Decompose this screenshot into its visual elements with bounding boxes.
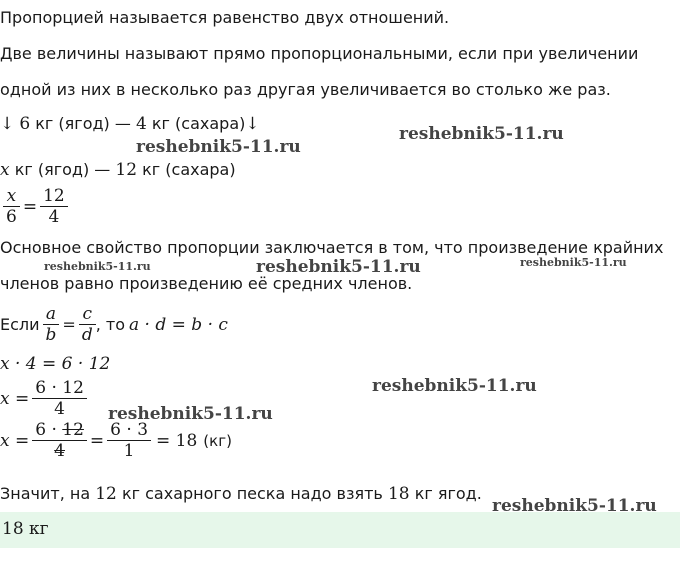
property-text-2: членов равно произведению её средних членов. [0,274,413,293]
lhs: x = [0,388,30,409]
crossed-4: 4 [54,441,65,461]
denominator: 1 [123,441,135,461]
fraction [32,378,87,419]
crossed-12: 12 [62,420,84,440]
answer-text: 18 кг [2,519,49,539]
berries-label: кг (ягод) — [35,114,131,133]
fraction-c-d [79,304,96,345]
equals-sign: = [22,196,38,217]
fraction-left [3,186,20,227]
watermark: reshebnik5-11.ru [108,404,273,424]
watermark: reshebnik5-11.ru [492,496,657,516]
numerator: a [43,304,60,325]
property-formula [0,304,228,345]
watermark: reshebnik5-11.ru [136,137,301,157]
fraction-crossed [32,420,87,461]
equation-solve [0,378,90,419]
relation-row-2 [0,160,236,180]
numerator: 6 · 3 [107,420,151,441]
sugar-value-2: 12 [115,160,138,180]
denominator: 6 [6,207,17,227]
fraction-a-b [43,304,60,345]
direct-proportion-text-1: Две величины называют прямо пропорциональными, если при увеличении [0,44,639,63]
sugar-label: кг (сахара) [151,114,246,133]
watermark: reshebnik5-11.ru [520,256,627,269]
down-arrow-right-icon: ↓ [245,114,260,134]
proportion-equation [0,186,71,227]
numerator: 6 · 12 [32,378,87,399]
direct-proportion-text-2: одной из них в несколько раз другая увеличивается во столько же раз. [0,80,611,99]
numerator: 6 · 12 [32,420,87,441]
result-value: = 18 [156,430,198,451]
sugar-label-2: кг (сахара) [142,160,236,179]
property-product: a · d = b · c [129,314,228,335]
numerator: 12 [40,186,68,207]
equation-result [0,420,232,461]
unknown-x: x [0,160,10,180]
watermark: reshebnik5-11.ru [372,376,537,396]
equals-sign: = [89,430,105,451]
watermark: reshebnik5-11.ru [399,124,564,144]
denominator: 4 [54,399,65,419]
down-arrow-left-icon: ↓ [0,114,15,134]
sugar-value: 4 [135,114,147,134]
denominator: 4 [48,207,60,227]
numerator: c [79,304,96,325]
answer-box [0,512,680,548]
result-unit: (кг) [203,431,232,450]
if-label: Если [0,315,40,334]
property-text-1: Основное свойство пропорции заключается в том, что произведение крайних [0,238,664,257]
watermark: reshebnik5-11.ru [44,260,151,273]
fraction-reduced [107,420,151,461]
then-label: , то [95,315,125,334]
lhs: x = [0,430,30,451]
numerator: x [3,186,20,207]
equals-sign: = [62,315,76,334]
berries-value: 6 [19,114,31,134]
conclusion-text: Значит, на 12 кг сахарного песка надо взять 18 кг ягод. [0,484,482,504]
denominator: b [45,325,57,345]
berries-label-2: кг (ягод) — [14,160,111,179]
fraction-right [40,186,68,227]
equation-product: x · 4 = 6 · 12 [0,354,111,374]
denominator: d [81,325,93,345]
watermark: reshebnik5-11.ru [256,257,421,277]
definition-text: Пропорцией называется равенство двух отношений. [0,8,450,27]
relation-row-1 [0,114,260,134]
